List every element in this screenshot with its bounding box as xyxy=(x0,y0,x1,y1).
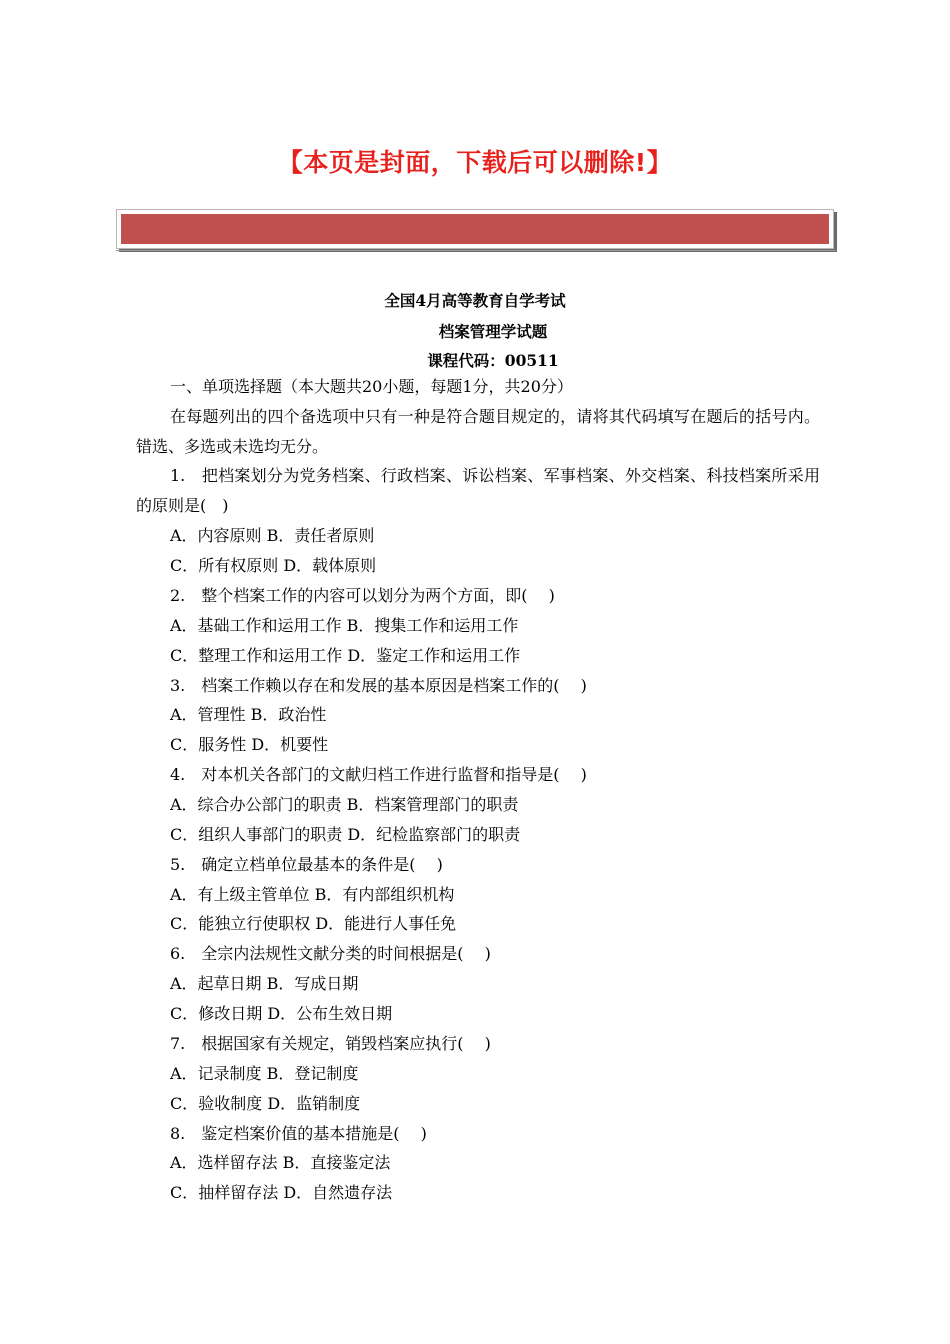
question-7-options-ab: A．记录制度 B．登记制度 xyxy=(170,1064,359,1083)
question-5-stem: 5. 确定立档单位最基本的条件是( ) xyxy=(170,855,443,874)
exam-title: 全国4月高等教育自学考试 xyxy=(384,291,566,310)
question-1-stem: 1. 把档案划分为党务档案、行政档案、诉讼档案、军事档案、外交档案、科技档案所采用的原则是( ) xyxy=(136,466,820,515)
banner-underline xyxy=(116,250,836,251)
question-8-stem: 8. 鉴定档案价值的基本措施是( ) xyxy=(170,1124,427,1143)
question-2-stem: 2. 整个档案工作的内容可以划分为两个方面，即( ) xyxy=(170,586,555,605)
question-5-options-cd: C．能独立行使职权 D．能进行人事任免 xyxy=(170,914,457,933)
question-4-options-ab: A．综合办公部门的职责 B．档案管理部门的职责 xyxy=(170,795,519,814)
question-2-options-ab: A．基础工作和运用工作 B．搜集工作和运用工作 xyxy=(170,616,519,635)
question-6-stem: 6. 全宗内法规性文献分类的时间根据是( ) xyxy=(170,944,491,963)
decorative-banner xyxy=(116,209,834,249)
question-7-stem: 7. 根据国家有关规定，销毁档案应执行( ) xyxy=(170,1034,491,1053)
cover-notice: 【本页是封面，下载后可以删除!】 xyxy=(277,148,673,177)
question-2-options-cd: C．整理工作和运用工作 D．鉴定工作和运用工作 xyxy=(170,646,521,665)
course-code: 课程代码：00511 xyxy=(427,351,559,370)
question-3-options-ab: A．管理性 B．政治性 xyxy=(170,705,327,724)
question-7-options-cd: C．验收制度 D．监销制度 xyxy=(170,1094,361,1113)
subject-title: 档案管理学试题 xyxy=(438,322,548,341)
section-instructions: 在每题列出的四个备选项中只有一种是符合题目规定的，请将其代码填写在题后的括号内。错选、多选或未选均无分。 xyxy=(136,407,820,456)
question-3-options-cd: C．服务性 D．机要性 xyxy=(170,735,329,754)
question-4-stem: 4. 对本机关各部门的文献归档工作进行监督和指导是( ) xyxy=(170,765,587,784)
question-3-stem: 3. 档案工作赖以存在和发展的基本原因是档案工作的( ) xyxy=(170,676,587,695)
question-1-options-ab: A．内容原则 B．责任者原则 xyxy=(170,526,375,545)
question-6-options-cd: C．修改日期 D．公布生效日期 xyxy=(170,1004,393,1023)
question-8-options-ab: A．选样留存法 B．直接鉴定法 xyxy=(170,1153,391,1172)
question-6-options-ab: A．起草日期 B．写成日期 xyxy=(170,974,359,993)
question-4-options-cd: C．组织人事部门的职责 D．纪检监察部门的职责 xyxy=(170,825,521,844)
section-heading: 一、单项选择题（本大题共20小题，每题1分，共20分） xyxy=(170,377,573,396)
question-5-options-ab: A．有上级主管单位 B．有内部组织机构 xyxy=(170,885,455,904)
question-1-options-cd: C．所有权原则 D．载体原则 xyxy=(170,556,377,575)
banner-bar xyxy=(121,214,829,244)
question-8-options-cd: C．抽样留存法 D．自然遗存法 xyxy=(170,1183,393,1202)
